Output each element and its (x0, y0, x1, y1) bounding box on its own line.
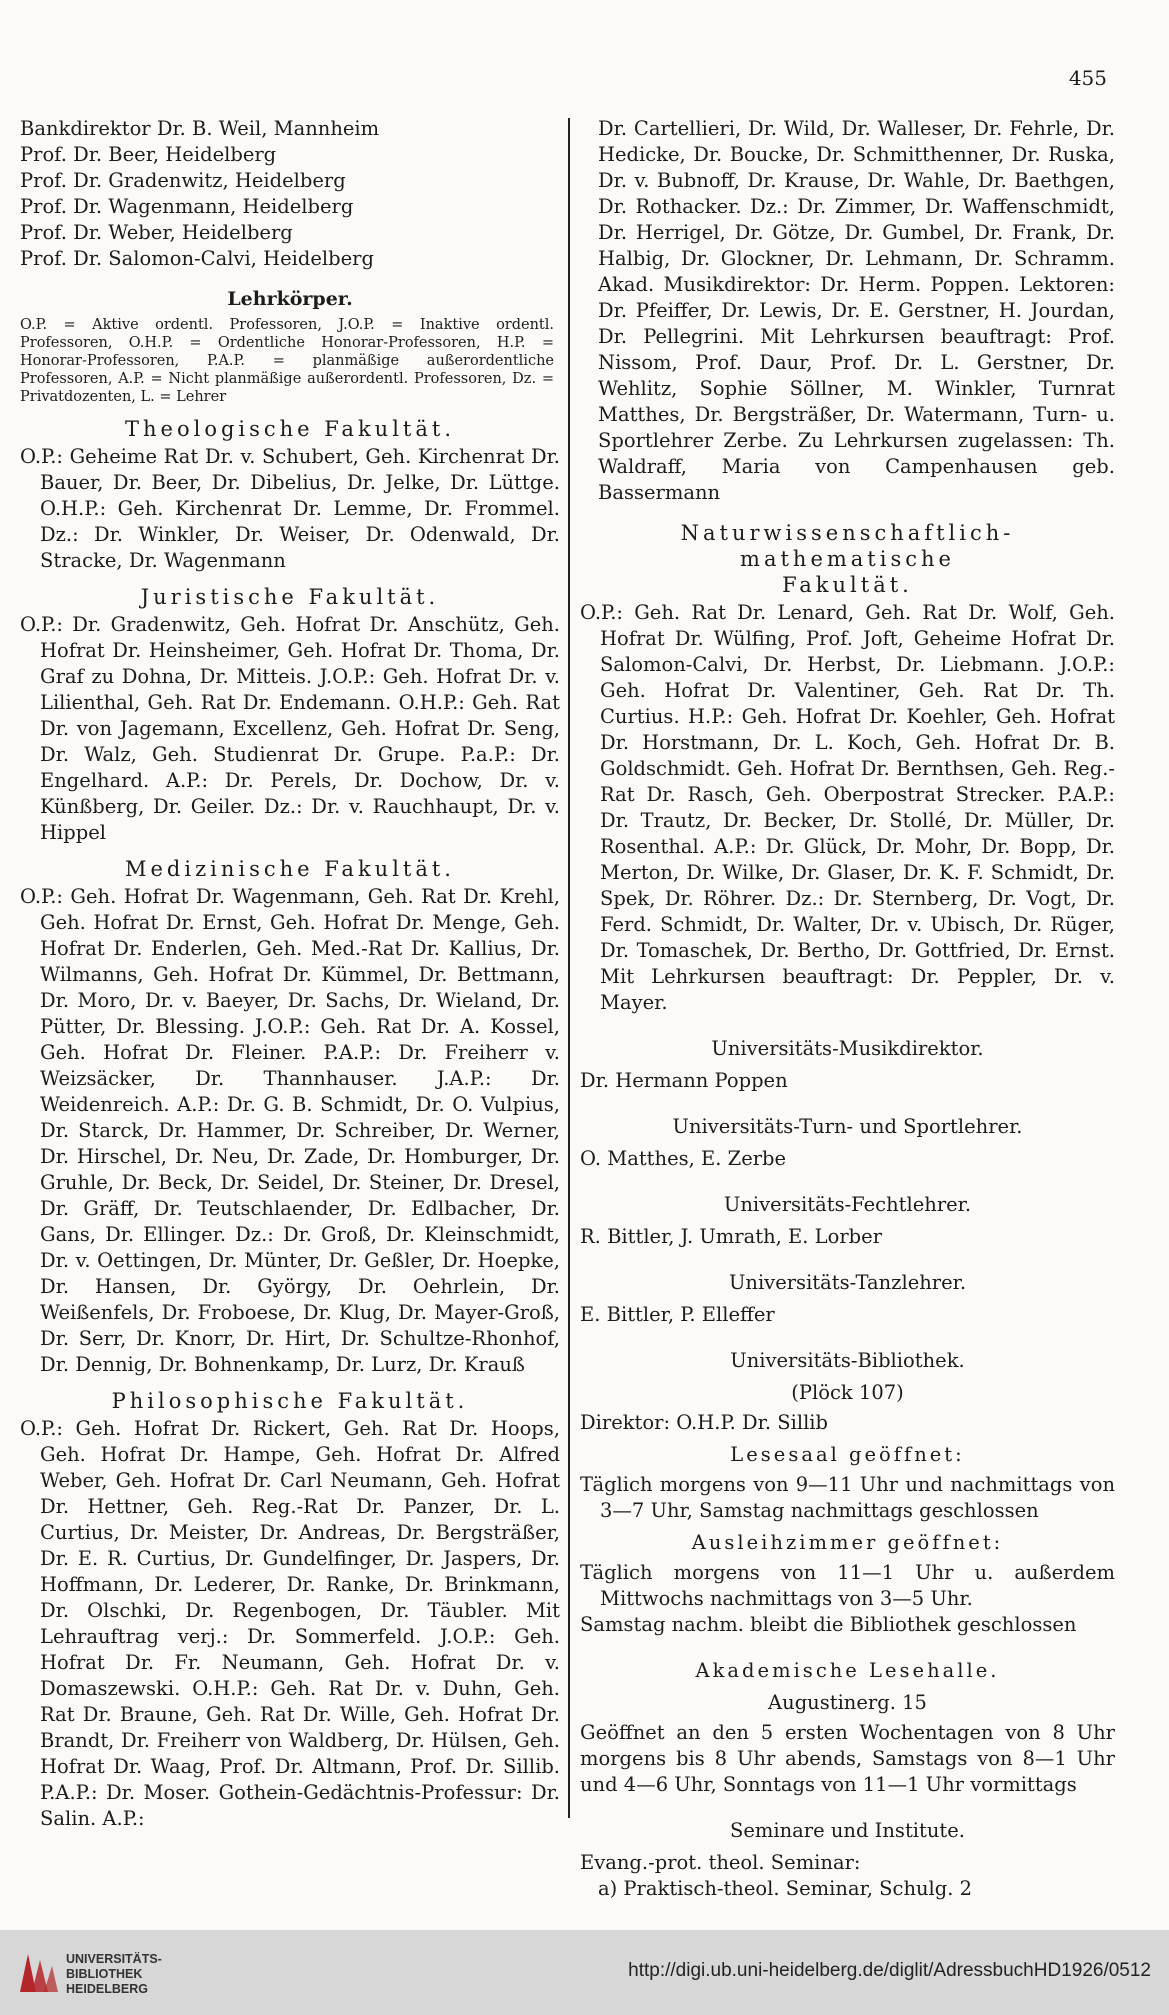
seminar-line: a) Praktisch-theol. Seminar, Schulg. 2 (598, 1877, 973, 1900)
reading-room-hours: Täglich morgens von 9—11 Uhr und nachmittags von 3—7 Uhr, Samstag nachmittags geschlossen (580, 1473, 1115, 1522)
faculty-text-theology: O.P.: Geheime Rat Dr. v. Schubert, Geh. Kirchenrat Dr. Bauer, Dr. Beer, Dr. Dibelius, Dr. Jelke, Dr. Lüttge. O.H.P.: Geh. Kirchenrat Dr. Lemme, Dr. Frommel. Dz.: Dr. Winkler, Dr. Weiser, Dr. Odenwald, Dr. Stracke, Dr. Wagenmann (20, 445, 560, 572)
library-director: Direktor: O.H.P. Dr. Sillib (580, 1411, 829, 1434)
senate-line: Bankdirektor Dr. B. Weil, Mannheim (20, 117, 380, 140)
logo-line: HEIDELBERG (66, 1982, 148, 1996)
lending-room-heading: Ausleihzimmer geöffnet: (691, 1531, 1004, 1554)
philosophy-continued-text: Dr. Cartellieri, Dr. Wild, Dr. Walleser, Dr. Fehrle, Dr. Hedicke, Dr. Boucke, Dr. Schmitthenner, Dr. Ruska, Dr. v. Bubnoff, Dr. Krause, Dr. Wahle, Dr. Baethgen, Dr. Rothacker. Dz.: Dr. Zimmer, Dr. Waffenschmidt, Dr. Herrigel, Dr. Götze, Dr. Gumbel, Dr. Frank, Dr. Halbig, Dr. Glockner, Dr. Lehmann, Dr. Schramm. Akad. Musikdirektor: Dr. Herm. Poppen. Lektoren: Dr. Pfeiffer, Dr. Lewis, Dr. E. Gerstner, H. Jourdan, Dr. Pellegrini. Mit Lehrkursen beauftragt: Prof. Nissom, Prof. Daur, Prof. Dr. L. Gerstner, Dr. Wehlitz, Sophie Söllner, M. Winkler, Turnrat Matthes, Dr. Bergsträßer, Dr. Watermann, Turn- u. Sportlehrer Zerbe. Zu Lehrkursen zugelassen: Th. Waldraff, Maria von Campenhausen geb. Bassermann (598, 117, 1115, 504)
seminar-line: Evang.-prot. theol. Seminar: (580, 1851, 861, 1874)
senate-line: Prof. Dr. Weber, Heidelberg (20, 221, 293, 244)
section-heading-library: Universitäts-Bibliothek. (730, 1349, 965, 1372)
left-column (20, 116, 560, 1832)
section-heading-reading-hall: Akademische Lesehalle. (695, 1659, 1000, 1682)
faculty-text-natural-sciences: O.P.: Geh. Rat Dr. Lenard, Geh. Rat Dr. Wolf, Geh. Hofrat Dr. Wülfing, Prof. Joft, Geheime Hofrat Dr. Salomon-Calvi, Dr. Herbst, Dr. Liebmann. J.O.P.: Geh. Hofrat Dr. Valentiner, Geh. Rat Dr. Th. Curtius. H.P.: Geh. Hofrat Dr. Koehler, Geh. Hofrat Dr. Horstmann, Dr. L. Koch, Geh. Hofrat Dr. B. Goldschmidt. Geh. Hofrat Dr. Bernthsen, Geh. Reg.-Rat Dr. Rasch, Geh. Oberpostrat Strecker. P.A.P.: Dr. Trautz, Dr. Becker, Dr. Stollé, Dr. Müller, Dr. Rosenthal. A.P.: Dr. Glück, Dr. Mohr, Dr. Bopp, Dr. Merton, Dr. Wilke, Dr. Glaser, Dr. K. F. Schmidt, Dr. Spek, Dr. Röhrer. Dz.: Dr. Sternberg, Dr. Vogt, Dr. Ferd. Schmidt, Dr. Walter, Dr. v. Ubisch, Dr. Rüger, Dr. Tomaschek, Dr. Bertho, Dr. Gottfried, Dr. Ernst. Mit Lehrkursen beauftragt: Dr. Peppler, Dr. v. Mayer. (580, 601, 1115, 1014)
section-line: O. Matthes, E. Zerbe (580, 1147, 787, 1170)
library-logo-text (66, 1952, 162, 1997)
lehrkoerper-heading: Lehrkörper. (227, 288, 353, 310)
library-address: (Plöck 107) (791, 1381, 904, 1404)
column-divider (568, 118, 570, 1818)
senate-line: Prof. Dr. Wagenmann, Heidelberg (20, 195, 354, 218)
reading-hall-hours: Geöffnet an den 5 ersten Wochentagen von 8 Uhr morgens bis 8 Uhr abends, Samstags von 8—1 Uhr und 4—6 Uhr, Sonntags von 11—1 Uhr vormittags (580, 1721, 1115, 1796)
reading-room-heading: Lesesaal geöffnet: (730, 1443, 965, 1466)
senate-line: Prof. Dr. Beer, Heidelberg (20, 143, 277, 166)
right-column (580, 116, 1115, 1902)
faculty-heading-philosophy: Philosophische Fakultät. (111, 1389, 469, 1413)
library-logo-icon (14, 1948, 60, 1998)
section-heading-seminars: Seminare und Institute. (730, 1819, 965, 1842)
section-heading-dance-teachers: Universitäts-Tanzlehrer. (728, 1271, 967, 1294)
section-line: E. Bittler, P. Elleffer (580, 1303, 775, 1326)
faculty-text-philosophy: O.P.: Geh. Hofrat Dr. Rickert, Geh. Rat Dr. Hoops, Geh. Hofrat Dr. Hampe, Geh. Hofrat Dr. Alfred Weber, Geh. Hofrat Dr. Carl Neumann, Geh. Hofrat Dr. Hettner, Geh. Reg.-Rat Dr. Panzer, Dr. L. Curtius, Dr. Meister, Dr. Andreas, Dr. Bergsträßer, Dr. E. R. Curtius, Dr. Gundelfinger, Dr. Jaspers, Dr. Hoffmann, Dr. Lederer, Dr. Ranke, Dr. Brinkmann, Dr. Olschki, Dr. Regenbogen, Dr. Täubler. Mit Lehrauftrag verj.: Dr. Sommerfeld. J.O.P.: Geh. Hofrat Dr. Fr. Neumann, Geh. Hofrat Dr. v. Domaszewski. O.H.P.: Geh. Rat Dr. v. Duhn, Geh. Rat Dr. Braune, Geh. Rat Dr. Wille, Geh. Hofrat Dr. Brandt, Dr. Freiherr von Waldberg, Dr. Hülsen, Geh. Hofrat Dr. Waag, Prof. Dr. Altmann, Prof. Dr. Sillib. P.A.P.: Dr. Moser. Gothein-Gedächtnis-Professur: Dr. Salin. A.P.: (20, 1417, 560, 1830)
footer-bar (0, 1930, 1169, 2015)
senate-line: Prof. Dr. Gradenwitz, Heidelberg (20, 169, 346, 192)
faculty-heading-line: Naturwissenschaftlich-mathematische (680, 521, 1015, 571)
section-heading-sport-teachers: Universitäts-Turn- und Sportlehrer. (672, 1115, 1023, 1138)
faculty-heading-natural-sciences (580, 520, 1115, 598)
abbreviation-legend: O.P. = Aktive ordentl. Professoren, J.O.P. = Inaktive ordentl. Professoren, O.H.P. = Ordentliche Honorar-Professoren, H.P. = Honorar-Professoren, P.A.P. = planmäßige außerordentliche Professoren, A.P. = Nicht planmäßige außerordentl. Professoren, Dz. = Privatdozenten, L. = Lehrer (20, 317, 554, 405)
faculty-text-law: O.P.: Dr. Gradenwitz, Geh. Hofrat Dr. Anschütz, Geh. Hofrat Dr. Heinsheimer, Geh. Hofrat Dr. Thoma, Dr. Graf zu Dohna, Dr. Mitteis. J.O.P.: Geh. Hofrat Dr. v. Lilienthal, Geh. Rat Dr. Endemann. O.H.P.: Geh. Rat Dr. von Jagemann, Excellenz, Geh. Hofrat Dr. Seng, Dr. Walz, Geh. Studienrat Dr. Grupe. P.a.P.: Dr. Engelhard. A.P.: Dr. Perels, Dr. Dochow, Dr. v. Künßberg, Dr. Geiler. Dz.: Dr. v. Rauchhaupt, Dr. v. Hippel (20, 613, 560, 844)
faculty-heading-law: Juristische Fakultät. (140, 585, 440, 609)
source-url-link[interactable]: http://digi.ub.uni-heidelberg.de/diglit/AdressbuchHD1926/0512 (628, 1960, 1151, 1981)
senate-line: Prof. Dr. Salomon-Calvi, Heidelberg (20, 247, 374, 270)
logo-line: UNIVERSITÄTS- (66, 1952, 162, 1966)
logo-line: BIBLIOTHEK (66, 1967, 143, 1981)
reading-hall-address: Augustinerg. 15 (768, 1691, 927, 1714)
section-heading-fencing-teachers: Universitäts-Fechtlehrer. (723, 1193, 972, 1216)
section-heading-music-director: Universitäts-Musikdirektor. (711, 1037, 984, 1060)
page-number: 455 (1068, 66, 1107, 90)
faculty-heading-medicine: Medizinische Fakultät. (125, 857, 455, 881)
faculty-text-medicine: O.P.: Geh. Hofrat Dr. Wagenmann, Geh. Rat Dr. Krehl, Geh. Hofrat Dr. Ernst, Geh. Hofrat Dr. Menge, Geh. Hofrat Dr. Enderlen, Geh. Med.-Rat Dr. Kallius, Dr. Wilmanns, Geh. Hofrat Dr. Kümmel, Dr. Bettmann, Dr. Moro, Dr. v. Baeyer, Dr. Sachs, Dr. Wieland, Dr. Pütter, Dr. Blessing. J.O.P.: Geh. Rat Dr. A. Kossel, Geh. Hofrat Dr. Fleiner. P.A.P.: Dr. Freiherr v. Weizsäcker, Dr. Thannhauser. J.A.P.: Dr. Weidenreich. A.P.: Dr. G. B. Schmidt, Dr. O. Vulpius, Dr. Starck, Dr. Hammer, Dr. Schreiber, Dr. Werner, Dr. Hirschel, Dr. Neu, Dr. Zade, Dr. Homburger, Dr. Gruhle, Dr. Beck, Dr. Seidel, Dr. Steiner, Dr. Dresel, Dr. Gräff, Dr. Teutschlaender, Dr. Edlbacher, Dr. Gans, Dr. Ellinger. Dz.: Dr. Groß, Dr. Kleinschmidt, Dr. v. Oettingen, Dr. Münter, Dr. Geßler, Dr. Hoepke, Dr. Hansen, Dr. György, Dr. Oehrlein, Dr. Weißenfels, Dr. Froboese, Dr. Klug, Dr. Mayer-Groß, Dr. Serr, Dr. Knorr, Dr. Hirt, Dr. Schultze-Rhonhof, Dr. Dennig, Dr. Bohnenkamp, Dr. Lurz, Dr. Krauß (20, 885, 560, 1376)
faculty-heading-line: Fakultät. (782, 573, 913, 597)
lending-room-hours: Täglich morgens von 11—1 Uhr u. außerdem Mittwochs nachmittags von 3—5 Uhr. (580, 1561, 1115, 1610)
lending-room-note: Samstag nachm. bleibt die Bibliothek geschlossen (580, 1613, 1077, 1636)
section-line: R. Bittler, J. Umrath, E. Lorber (580, 1225, 883, 1248)
faculty-heading-theology: Theologische Fakultät. (125, 417, 455, 441)
section-line: Dr. Hermann Poppen (580, 1069, 788, 1092)
